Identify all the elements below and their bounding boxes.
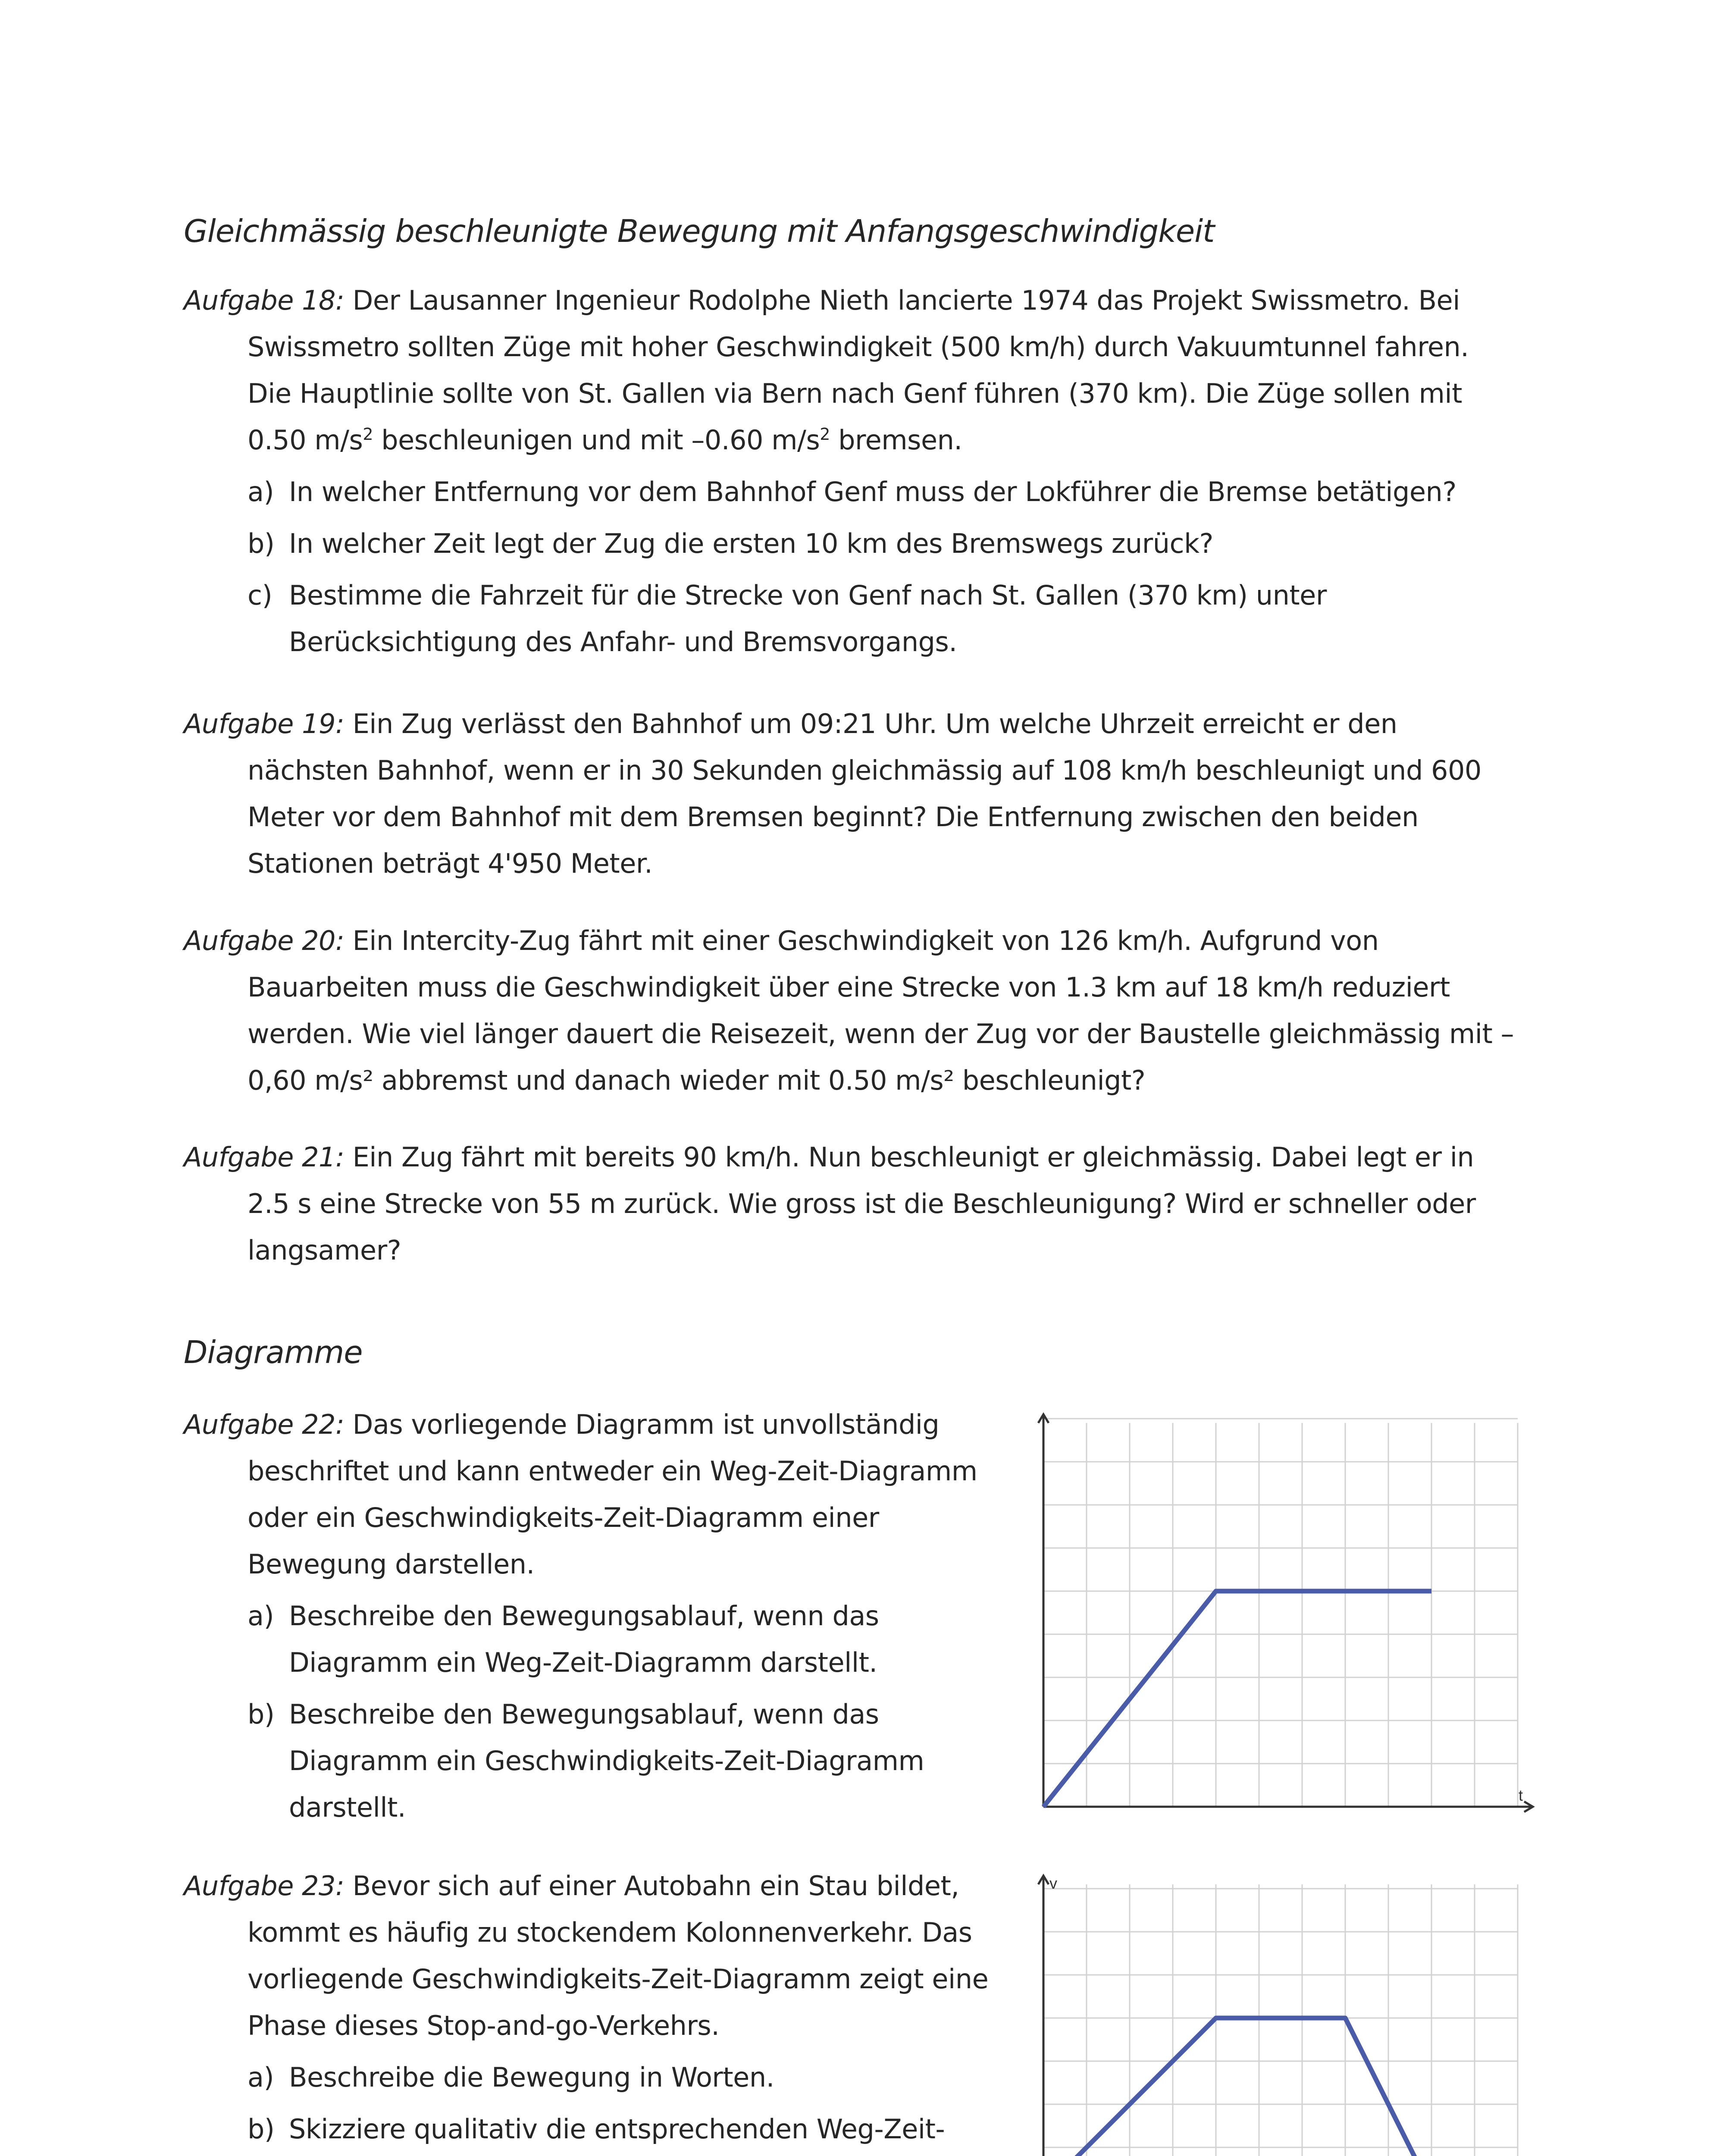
- task-label: Aufgabe 21:: [184, 1141, 345, 1173]
- task-label: Aufgabe 22:: [184, 1409, 345, 1440]
- task-20: [184, 918, 1520, 1104]
- subtask-a: a) Beschreibe den Bewegungsablauf, wenn das Diagramm ein Weg-Zeit-Diagramm darstellt.: [247, 1600, 879, 1678]
- section-title-kinematics: Gleichmässig beschleunigte Bewegung mit Anfangsgeschwindigkeit: [184, 213, 1215, 249]
- subtask-b: b) Beschreibe den Bewegungsablauf, wenn das Diagramm ein Geschwindigkeits-Zeit-Diagramm darstellt.: [247, 1698, 924, 1823]
- task-text-cont: beschriftet und kann entweder ein Weg-Zeit-Diagramm oder ein Geschwindigkeits-Zeit-Diagramm einer Bewegung darstellen.: [247, 1455, 977, 1580]
- task-label: Aufgabe 20:: [184, 925, 345, 956]
- task-21: [184, 1134, 1520, 1274]
- diagram-task-22: [1026, 1401, 1522, 1828]
- task-23: [184, 1863, 1003, 2156]
- subtask-a: a) Beschreibe die Bewegung in Worten.: [247, 2062, 774, 2093]
- series-line: [1043, 1591, 1431, 1807]
- task-label: Aufgabe 19:: [184, 708, 345, 740]
- task-text-cont: nächsten Bahnhof, wenn er in 30 Sekunden gleichmässig auf 108 km/h beschleunigt und 600 Meter vor dem Bahnhof mit dem Bremsen beginnt? Die Entfernung zwischen den beiden Stationen beträgt 4'950 Meter.: [247, 755, 1481, 879]
- task-text: Bevor sich auf einer Autobahn ein Stau bildet,: [344, 1870, 959, 1902]
- diagram-task-23: [1026, 1863, 1522, 2156]
- task-label: Aufgabe 23:: [184, 1870, 345, 1902]
- task-text: Ein Zug verlässt den Bahnhof um 09:21 Uhr. Um welche Uhrzeit erreicht er den: [344, 708, 1397, 740]
- task-18: [184, 277, 1520, 665]
- task-text: Ein Zug fährt mit bereits 90 km/h. Nun beschleunigt er gleichmässig. Dabei legt er in: [344, 1141, 1474, 1173]
- subtask-c: c) Bestimme die Fahrzeit für die Strecke von Genf nach St. Gallen (370 km) unter Berücksichtigung des Anfahr- und Bremsvorgangs.: [247, 580, 1327, 658]
- series-line: [1043, 2018, 1431, 2156]
- task-19: [184, 701, 1520, 887]
- task-text-cont: Bauarbeiten muss die Geschwindigkeit über eine Strecke von 1.3 km auf 18 km/h reduziert werden. Wie viel länger dauert die Reisezeit, wenn der Zug vor der Baustelle gleichmässig mit –0,60 m/s² abbremst und danach wieder mit 0.50 m/s² beschleunigt?: [247, 971, 1514, 1096]
- subtask-a: a) In welcher Entfernung vor dem Bahnhof Genf muss der Lokführer die Bremse betätigen?: [247, 476, 1456, 508]
- subtask-b: b) In welcher Zeit legt der Zug die ersten 10 km des Bremswegs zurück?: [247, 528, 1213, 559]
- x-axis-label: t: [1519, 1786, 1523, 1804]
- task-text-cont: kommt es häufig zu stockendem Kolonnenverkehr. Das vorliegende Geschwindigkeits-Zeit-Diagramm zeigt eine Phase dieses Stop-and-go-Verkehrs.: [247, 1917, 989, 2041]
- subtask-b: b) Skizziere qualitativ die entsprechenden Weg-Zeit-: [247, 2113, 945, 2145]
- task-text: Das vorliegende Diagramm ist unvollständig: [344, 1409, 940, 1440]
- task-label: Aufgabe 18:: [184, 285, 345, 316]
- section-title-diagrams: Diagramme: [184, 1334, 363, 1370]
- task-text-cont: Swissmetro sollten Züge mit hoher Geschwindigkeit (500 km/h) durch Vakuumtunnel fahren. Die Hauptlinie sollte von St. Gallen via Bern nach Genf führen (370 km). Die Züge sollen mit 0.50 $m/s^2$ beschleunigen und mit –0.60 $m/s^2$ bremsen.: [247, 331, 1469, 456]
- task-text-cont: 2.5 s eine Strecke von 55 m zurück. Wie gross ist die Beschleunigung? Wird er schneller oder langsamer?: [247, 1188, 1476, 1266]
- y-axis-label: v: [1049, 1874, 1057, 1892]
- task-text: Der Lausanner Ingenieur Rodolphe Nieth lancierte 1974 das Projekt Swissmetro. Bei: [344, 285, 1460, 316]
- task-text: Ein Intercity-Zug fährt mit einer Geschwindigkeit von 126 km/h. Aufgrund von: [344, 925, 1379, 956]
- task-22: [184, 1401, 1003, 1831]
